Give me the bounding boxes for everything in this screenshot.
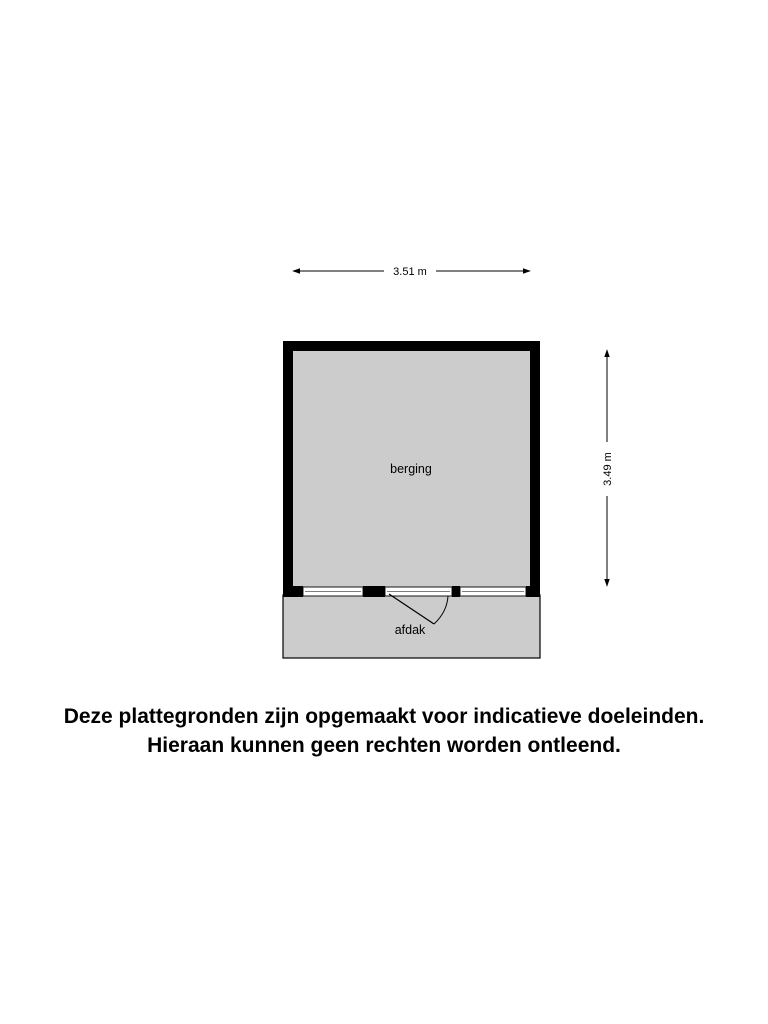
dimension-width-label: 3.51 m: [393, 266, 427, 278]
room-label-berging: berging: [390, 462, 432, 476]
dimension-width: [293, 266, 530, 278]
dimension-depth-label: 3.49 m: [602, 452, 614, 486]
wall-front-left-pier: [283, 586, 303, 597]
disclaimer-line-2: Hieraan kunnen geen rechten worden ontleend.: [147, 734, 621, 757]
wall-right: [530, 341, 540, 597]
wall-front-center-pier: [363, 586, 385, 597]
wall-front-right-pier: [526, 586, 540, 597]
room-label-afdak: afdak: [394, 623, 426, 637]
wall-top: [283, 341, 540, 351]
disclaimer-line-1: Deze plattegronden zijn opgemaakt voor indicatieve doeleinden.: [63, 705, 705, 728]
wall-front-door-post: [452, 586, 460, 597]
wall-left: [283, 341, 293, 597]
dimension-depth: [602, 350, 614, 586]
